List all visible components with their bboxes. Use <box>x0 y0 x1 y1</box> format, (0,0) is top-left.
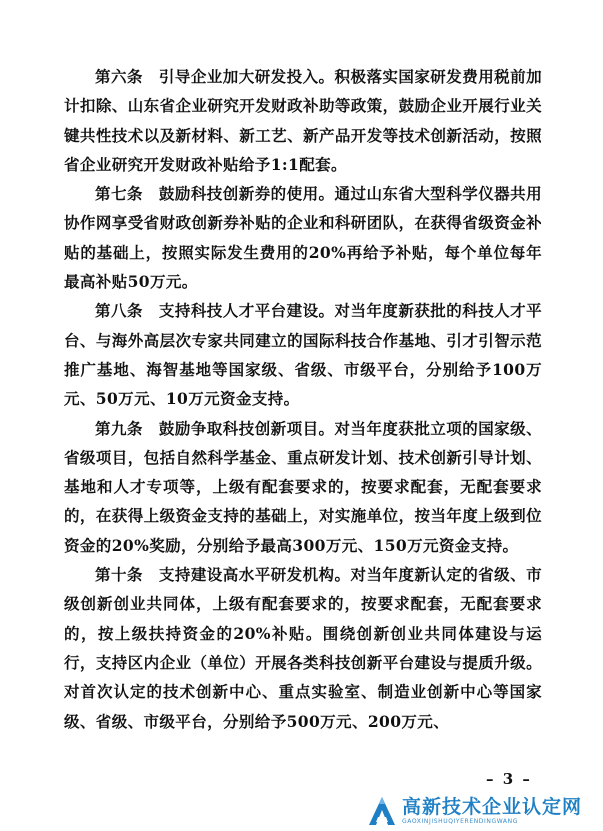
watermark-subtitle: GAOXINJISHUQIYERENDINGWANG <box>402 818 518 825</box>
article-heading: 第八条 <box>95 301 143 321</box>
article-heading: 第六条 <box>95 67 143 86</box>
article-10 <box>64 560 542 736</box>
article-6 <box>64 62 542 179</box>
letter-a-logo-icon <box>368 796 396 826</box>
article-text: 支持建设高水平研发机构。对当年度新认定的省级、市级创新创业共同体，上级有配套要求的，按要求配套，无配套要求的，按上级扶持资金的20%补贴。围绕创新创业共同体建设与运行，支持区内企业（单位）开展各类科技创新平台建设与提质升级。对首次认定的技术创新中心、重点实验室、制造业创新中心等国家级、省级、市级平台，分别给予500万元、200万元、 <box>64 565 543 731</box>
article-heading: 第九条 <box>95 418 143 438</box>
article-text: 引导企业加大研发投入。积极落实国家研发费用税前加计扣除、山东省企业研究开发财政补助等政策，鼓励企业开展行业关键共性技术以及新材料、新工艺、新产品开发等技术创新活动，按照省企业研究开发财政补贴给予1:1配套。 <box>64 67 543 174</box>
page-number: – 3 – <box>486 770 532 788</box>
article-text: 鼓励争取科技创新项目。对当年度获批立项的国家级、省级项目，包括自然科学基金、重点研发计划、技术创新引导计划、基地和人才专项等，上级有配套要求的，按要求配套，无配套要求的，在获得上级资金支持的基础上，对实施单位，按当年度上级到位资金的20%奖励，分别给予最高300万元、150万元资金支持。 <box>64 418 543 555</box>
watermark-title: 高新技术企业认定网 <box>402 796 583 818</box>
article-8 <box>64 296 542 413</box>
document-body <box>64 62 542 736</box>
article-7 <box>64 179 542 296</box>
article-9 <box>64 414 542 560</box>
watermark-text <box>402 796 582 826</box>
article-text: 支持科技人才平台建设。对当年度新获批的科技人才平台、与海外高层次专家共同建立的国际科技合作基地、引才引智示范推广基地、海智基地等国家级、省级、市级平台，分别给予100万元、50万元、10万元资金支持。 <box>64 301 543 409</box>
article-heading: 第七条 <box>95 184 143 204</box>
article-heading: 第十条 <box>95 565 143 585</box>
article-text: 鼓励科技创新券的使用。通过山东省大型科学仪器共用协作网享受省财政创新券补贴的企业和科研团队，在获得省级资金补贴的基础上，按照实际发生费用的20%再给予补贴，每个单位每年最高补贴50万元。 <box>64 184 543 292</box>
watermark <box>368 793 600 829</box>
